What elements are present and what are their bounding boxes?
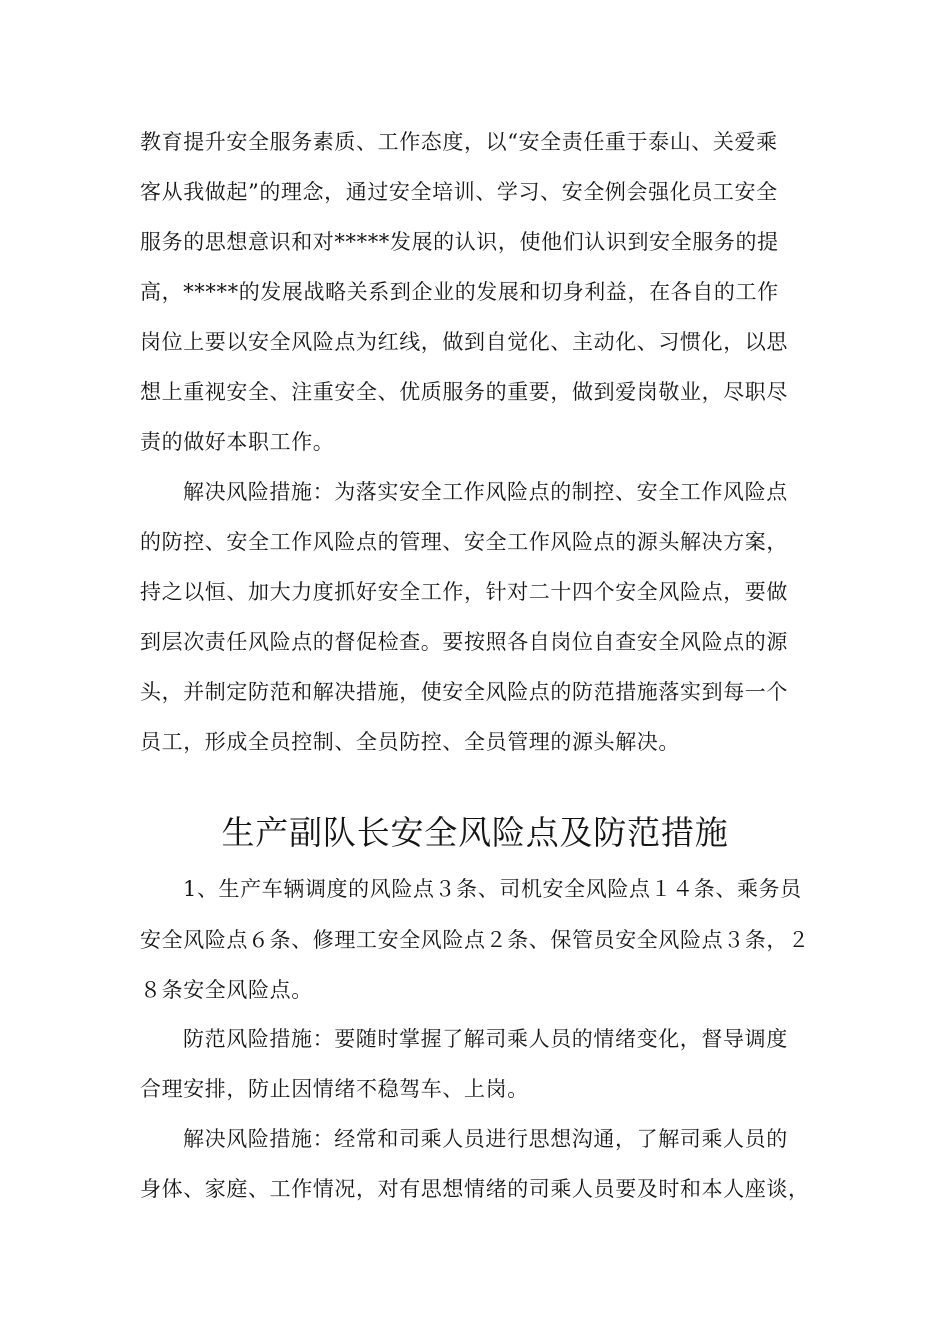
text-line: 客从我做起”的理念，通过安全培训、学习、安全例会强化员工安全 <box>140 180 778 204</box>
text-line: 解决风险措施：为落实安全工作风险点的制控、安全工作风险点 <box>183 480 788 504</box>
text-line: 1、生产车辆调度的风险点３条、司机安全风险点１４条、乘务员 <box>183 877 802 901</box>
text-line: 责的做好本职工作。 <box>140 430 335 454</box>
text-line: 合理安排，防止因情绪不稳驾车、上岗。 <box>140 1077 529 1101</box>
text-line: 持之以恒、加大力度抓好安全工作，针对二十四个安全风险点，要做 <box>140 580 788 604</box>
text-line: 安全风险点６条、修理工安全风险点２条、保管员安全风险点３条，２ <box>140 928 810 952</box>
text-line: 教育提升安全服务素质、工作态度，以“安全责任重于泰山、关爱乘 <box>140 130 778 154</box>
text-line: 到层次责任风险点的督促检查。要按照各自岗位自查安全风险点的源 <box>140 630 788 654</box>
text-line: ８条安全风险点。 <box>140 978 313 1002</box>
text-line: 想上重视安全、注重安全、优质服务的重要，做到爱岗敬业，尽职尽 <box>140 380 788 404</box>
text-line: 高，*****的发展战略关系到企业的发展和切身利益，在各自的工作 <box>140 280 779 304</box>
text-line: 的防控、安全工作风险点的管理、安全工作风险点的源头解决方案， <box>140 530 788 554</box>
text-line: 服务的思想意识和对*****发展的认识，使他们认识到安全服务的提 <box>140 230 779 254</box>
text-line: 岗位上要以安全风险点为红线，做到自觉化、主动化、习惯化，以思 <box>140 330 788 354</box>
text-line: 头，并制定防范和解决措施，使安全风险点的防范措施落实到每一个 <box>140 680 788 704</box>
text-line: 防范风险措施：要随时掌握了解司乘人员的情绪变化，督导调度 <box>183 1027 788 1051</box>
text-line: 身体、家庭、工作情况，对有思想情绪的司乘人员要及时和本人座谈， <box>140 1177 810 1201</box>
section-title: 生产副队长安全风险点及防范措施 <box>221 813 729 852</box>
text-line: 员工，形成全员控制、全员防控、全员管理的源头解决。 <box>140 730 680 754</box>
text-line: 解决风险措施：经常和司乘人员进行思想沟通，了解司乘人员的 <box>183 1127 788 1151</box>
